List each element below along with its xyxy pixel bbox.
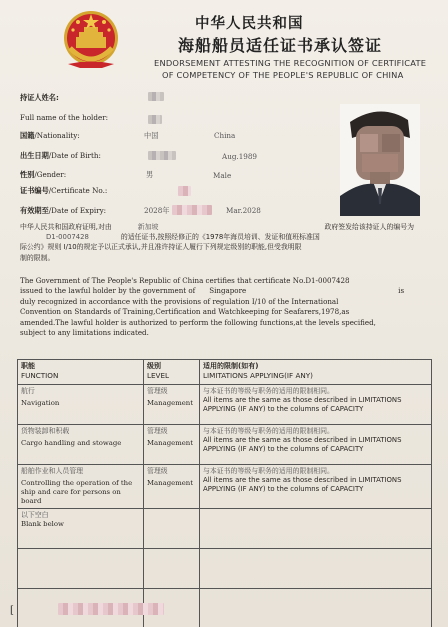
table-row: 航行 Navigation 管理级 Management 与本证书的等级与职务的适用的限制相同。 All items are the same as those described in LIMITATIONS APPLYING (IF ANY) to the columns of CAPACITY	[18, 385, 432, 425]
table-header-row	[18, 360, 432, 385]
expiry-label: 有效期至/Date of Expiry:	[20, 206, 107, 215]
title-en-line1: ENDORSEMENT ATTESTING THE RECOGNITION OF CERTIFICATE	[154, 58, 427, 68]
redacted-expiry	[172, 205, 212, 215]
title-cn-line2: 海船船员适任证书承认签证	[178, 36, 383, 55]
paragraph-cn: 中华人民共和国政府证明,对由 新加坡 政府签发给该持证人的编号为 D1-0007428 的适任证书,按照经修正的《1978年海员培训、发证和值班标准国 际公约》规则 I/10的规定予以正式承认,并且准许持证人履行下列规定级别的职能,但受我明限 制的限制。	[20, 223, 415, 262]
table-row: 船舶作业和人员管理 Controlling the operation of the ship and care for persons on board 管理级 Management 与本证书的等级与职务的适用的限制相同。 All items are the same as those described in LIMITATIONS APPLYING (IF ANY) to the columns of CAPACITY	[18, 465, 432, 509]
redacted-footer	[58, 603, 164, 615]
header-limitations: 适用的限制(如有) LIMITATIONS APPLYING(IF ANY)	[200, 360, 432, 385]
certificate-no-label: 证书编号/Certificate No.:	[20, 186, 108, 195]
title-en-line2: OF COMPETENCY OF THE PEOPLE'S REPUBLIC OF CHINA	[162, 70, 404, 80]
gender-value-en: Male	[213, 171, 232, 180]
header-level: 级别 LEVEL	[144, 360, 200, 385]
holder-name-en-label: Full name of the holder:	[20, 113, 109, 122]
dob-label: 出生日期/Date of Birth:	[20, 151, 101, 160]
gender-value-cn: 男	[146, 170, 154, 179]
holder-name-cn-label: 持证人姓名:	[20, 93, 59, 102]
table-row: 货物装卸和积载 Cargo handling and stowage 管理级 Management 与本证书的等级与职务的适用的限制相同。 All items are the same as those described in LIMITATIONS APPLYING (IF ANY) to the columns of CAPACITY	[18, 425, 432, 465]
gender-label: 性别/Gender:	[20, 170, 67, 179]
expiry-value-cn: 2028年	[144, 206, 170, 215]
nationality-label: 国籍/Nationality:	[20, 131, 80, 140]
footer-mark: [	[10, 605, 14, 616]
table-row	[18, 549, 432, 589]
dob-value: Aug.1989	[222, 152, 257, 161]
redacted-name-cn	[148, 92, 164, 101]
expiry-value-en: Mar.2028	[226, 206, 261, 215]
title-cn-line1: 中华人民共和国	[195, 16, 304, 32]
redacted-dob-cn	[148, 151, 176, 160]
holder-photo	[340, 104, 420, 216]
redacted-name-en	[148, 115, 162, 124]
table-row: 以下空白 Blank below	[18, 509, 432, 549]
nationality-value-cn: 中国	[144, 131, 159, 140]
functions-table	[17, 359, 432, 627]
paragraph-en: The Government of The People's Republic of China certifies that certificate No.D1-0007428 issued to the lawful holder by the government of Singapore is duly recognized in accordance with the provisions of regulation I/10 of the International Convention on Standards of Training,Certification and Watchkeeping for Seafarers,1978,as amended.The lawful holder is authorized to perform the following functions,at the levels specified, subject to any limitations indicated.	[20, 276, 405, 338]
header-function: 职能 FUNCTION	[18, 360, 144, 385]
redacted-certificate-no	[178, 186, 191, 196]
national-emblem-icon	[58, 8, 124, 74]
nationality-value-en: China	[214, 131, 236, 140]
